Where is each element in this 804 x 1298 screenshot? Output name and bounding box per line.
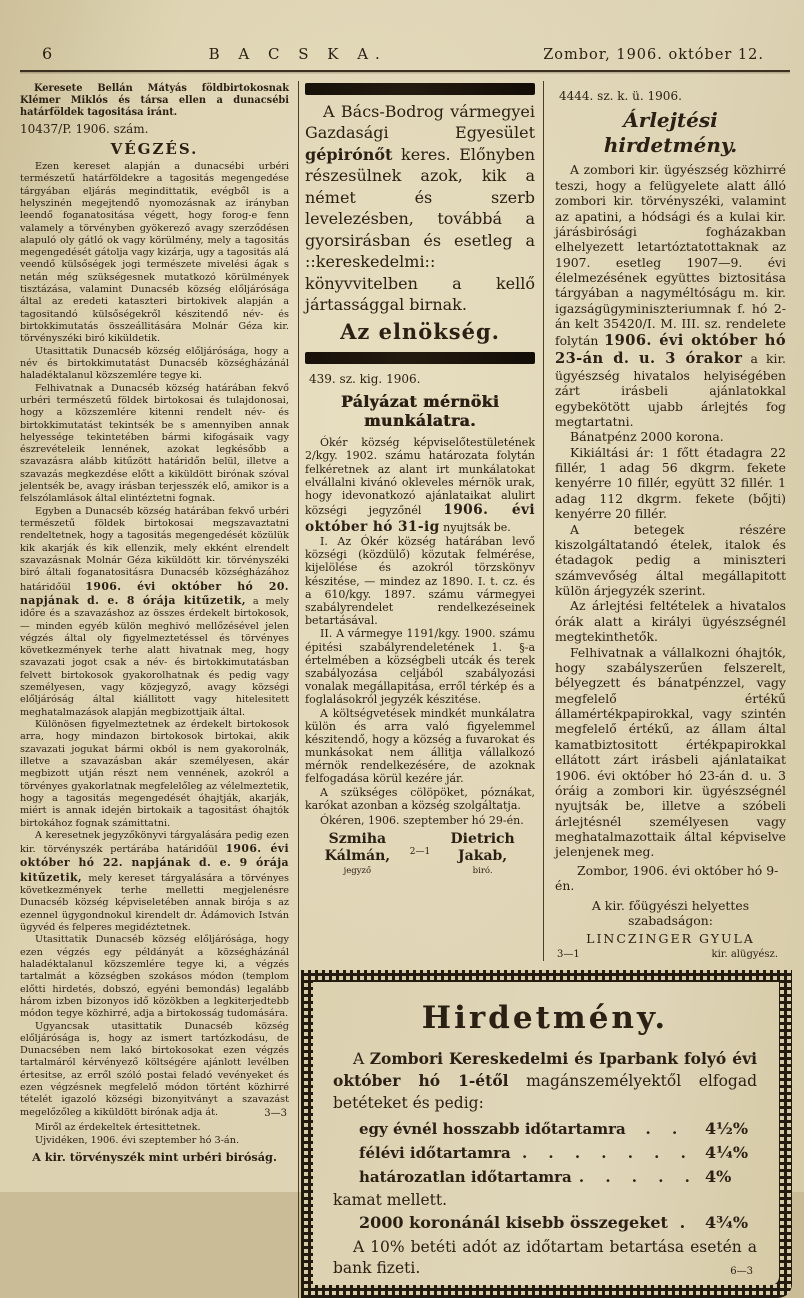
paragraph <box>20 1021 289 1120</box>
text-run: Felhivatnak a vállalkozni óhajtók, hogy szabályszerűen felszerelt, bélyegzett és bánatpénzzel, vagy megfelelő értékű államértékpapirokkal, vagy szintén megfelelő értékű, az állam által kamatbiztositott értékpapirokkal ellátott zárt irásbeli ajánlataikat 1906. évi október hó 23-án d. u. 3 óráig a zombori kir. ügyészségnél nyujtsák be, illetve a szóbeli árlejtésnél személyesen vagy meghatalmazottaik által képviselve jelenjenek meg. <box>555 644 786 860</box>
auction-signature-row <box>555 947 786 961</box>
emphasized-text: 1906. évi október hó 31-ig <box>305 502 536 535</box>
text-run: Kikiáltási ár: 1 főtt étadagra 22 fillér, 1 adag 56 dkgrm. fekete kenyérre 10 fillér, együtt 32 fillér. 1 adag 112 dkgrm. fekete (bőjti) kenyérre 20 fillér. <box>555 444 786 522</box>
tender-signatures <box>305 831 535 876</box>
page-number: 6 <box>42 44 53 63</box>
auction-body <box>555 162 786 859</box>
paragraph <box>20 934 289 1020</box>
paragraph <box>20 506 289 719</box>
paragraph <box>305 786 535 812</box>
upper-columns <box>299 81 792 961</box>
closing-line: Miről az érdekeltek értesittetnek. <box>35 1121 201 1133</box>
paragraph <box>555 445 786 522</box>
auction-title: Árlejtési hirdetmény. <box>603 107 738 157</box>
right-area <box>299 81 792 1298</box>
rate-dots: . <box>679 1213 694 1233</box>
emphasized-text: 1906. évi október hó 23-án d. u. 3 órakor <box>555 331 786 367</box>
text-run: A zombori kir. ügyészség közhirré teszi, hogy a felügyelete alatt álló zombori kir. törvényszéki, valamint az apatini, a hódsági és a kulai kir. járásbirósági fogházakban elhelyezett letartóztatottaknak az 1907. esetleg 1907—9. évi élelmezésének együttes biztositása tárgyában a nagyméltóságu m. kir. igazságügyminiszteriumnak f. hó 2-án kelt 35420/I. M. III. sz. rendelete folytán <box>555 162 786 348</box>
text-run: A Bács-Bodrog vármegyei Gazdasági Egyesület <box>305 102 535 143</box>
case-number: 10437/P. 1906. szám. <box>20 121 149 136</box>
paragraph <box>20 830 289 935</box>
text-run: Bánatpénz 2000 korona. <box>570 429 724 445</box>
tax-note: A 10% betéti adót az időtartam betartása esetén a bank fizeti. <box>333 1238 757 1278</box>
ink-bar-top <box>305 83 535 95</box>
issue-dateline: Zombor, 1906. október 12. <box>543 47 764 63</box>
middle-column <box>299 81 544 961</box>
paragraph <box>20 161 289 346</box>
paragraph <box>20 719 289 830</box>
prosecutor-role: kir. alügyész. <box>711 948 778 960</box>
signature-name: Szmiha Kálmán, <box>324 831 391 864</box>
paragraph <box>20 383 289 506</box>
paragraph <box>305 627 535 706</box>
rate-row <box>333 1213 757 1232</box>
text-run: Ezen kereset alapján a dunacsébi urbéri természetű határföldekre a tagositás megengedése tárgyában eljárás megindittatik, evégből is a helyszinén megejtendő nyomozásnak az irányban leendő foganatositása végett, hogy forog-e fenn valamely a törvényben gyökerező avagy szerződésen alapuló oly gátló ok vagy körülmény, mely a tagositás megengedését gátolja vagy kizárja, ugy a tagositás alá veendő külsőségek jogi természete mivelési ágak s netán még szükségesnek mutatkozó körülmények tisztázása, valamint Dunacséb község előljárósága által az eredeti kataszteri birtokivek alapján a tagositandó külsőségekről készitendő név- és birtokkimutatás összeállitására Molnár Géza kir. törvényszéki biró kiküldetik. <box>20 160 289 345</box>
page-content <box>16 72 792 1298</box>
right-column <box>544 81 792 961</box>
bank-ad-inner <box>313 982 779 1285</box>
text-run: Különösen figyelmeztetnek az érdekelt birtokosok arra, hogy mindazon birtokosok birtokai, akik szavazati jogukat bármi okból is nem gyakorolnák, illetve a szavazásban akár személyesen, akár megbizott utján részt nem vennének, azokról a törvényes gyakorlatnak megfelelőleg az vélelmeztetik, hogy a tagositás megengedését óhajtják, akarják, miért is annak idején birtokaik a tagositást óhajtók birtokához fognak számittatni. <box>20 719 289 829</box>
signature-notary <box>305 831 410 876</box>
rate-label: határozatlan időtartamra <box>359 1168 572 1187</box>
interest-note: kamat mellett. <box>333 1191 448 1210</box>
text-run: nyujtsák be. <box>439 520 511 534</box>
text-run: Utasittatik Dunacséb község előljárósága, hogy ezen végzés egy példányát a községházánál haladéktalanul közszemlére tegye ki, a végzés tartalmát a községben szokásos módon (templom előtti hirdetés, dobszó, egyéni bemondás) legalább három izben bizonyos idő közökben a legkiterjedtebb módon tegye közhirré, adja a birtokosság tudomására. <box>20 934 289 1020</box>
text-run: A költségvetések mindkét munkálatra külön és arra való figyelemmel készitendő, hogy a község a fuvarokat és munkásokat nem állitja vállalkozó mérnök rendelkezésére, de azoknak felfogadása körül kezére jár. <box>305 706 535 786</box>
text-run: II. A vármegye 1191/kgy. 1900. számu épitési szabályrendeletének 1. §-a értelmében a községbeli utcák és terek szabályozása celjából szabályozási vonalak megállapitása, erről térkép és a foglalásokról jegyzék készitése. <box>305 627 535 707</box>
rate-value: 4% <box>705 1167 732 1187</box>
bank-advertisement <box>301 970 792 1298</box>
rate-value: 4¾% <box>705 1213 749 1233</box>
masthead-title: B A C S K A. <box>208 45 387 63</box>
text-run: A <box>353 1050 370 1069</box>
small-deposit-rate <box>333 1213 757 1232</box>
text-run: magánszemélyektől elfogad betéteket és pedig: <box>333 1072 757 1113</box>
rate-row <box>333 1119 757 1138</box>
text-run: a mely időre és a szavazáshoz az összes érdekelt birtokosok, — minden egyéb külön meghivó mellőzésével jelen végzés által oly figyelmeztetéssel és törvényes következmények terhe alatt hivatnak meg, hogy szavazati jogot csak a név- és birtokkimutatásban felvett birtokosok gyakorolhatnak és pedig vagy személyesen, vagy közjegyző, avagy községi előljáróság által kiállitott vagy hitelesitett meghatalmazások alapján megbizottjaik által. <box>20 595 290 718</box>
paragraph <box>20 346 289 383</box>
text-run: A betegek részére kiszolgáltatandó ételek, italok és étadagok pedig a miniszteri számvevőség által megállapitott külön árjegyzék szerint. <box>555 521 786 599</box>
paragraph <box>305 436 535 535</box>
text-run: a kir. ügyészség hivatalos helyiségében zárt irásbeli ajánlatokkal egybekötött ujabb árlejtés fog megtartatni. <box>555 350 786 429</box>
legal-notice-column <box>16 81 299 1298</box>
text-run: I. Az Ókér község határában levő községi (közdülő) közutak felmérése, kijelölése és azokról törzskönyv készitése, — mindez az 1890. I. t. cz. és a 610/kgy. 1897. számu vármegyei szabályrendelet rendelkezéseinek betartásával. <box>305 535 535 628</box>
signature-judge <box>430 831 535 876</box>
ink-bar-bottom <box>305 352 535 364</box>
rate-value: 4½% <box>705 1119 749 1139</box>
paragraph <box>555 522 786 599</box>
paragraph <box>555 429 786 444</box>
rate-row <box>333 1143 757 1162</box>
text-run: Ókér község képviselőtestületének 2/kgy. 1902. számu határozata folytán felkéretnek az alant irt munkálatokat elvállalni kivánó okleveles mérnök urak, hogy idevonatkozó ajánlataikat alulirt községi jegyzőnél <box>305 436 535 518</box>
paragraph <box>305 535 535 627</box>
rate-dots: . . . . . . . <box>521 1144 694 1163</box>
paragraph <box>555 598 786 644</box>
prosecutor-name: LINCZINGER GYULA <box>586 931 755 947</box>
decree-title: VÉGZÉS. <box>110 139 199 158</box>
decree-body <box>20 161 289 1119</box>
text-run: Utasittatik Dunacséb község előljárósága, hogy a név és birtokkimutatást Dunacséb községházánál haladéktalanul közszemlére tegye ki. <box>20 345 289 382</box>
paragraph <box>305 707 535 786</box>
paragraph <box>555 645 786 860</box>
text-run: mely kereset tárgyalására a törvényes következmények terhe melletti megjelenésre Dunacséb község képviseletében annak birója s az ezennel ügygondnokul kirendelt dr. Ádámovich István ügyvéd és felperes megidéztetnek. <box>20 872 289 934</box>
page-header <box>16 44 792 63</box>
tender-case-number: 439. sz. kig. 1906. <box>309 371 421 386</box>
bank-ad-intro <box>333 1048 757 1114</box>
rate-dots: . . . . . <box>578 1168 698 1187</box>
tender-body <box>305 436 535 812</box>
rate-row <box>333 1167 757 1186</box>
text-run: A szükséges cölöpöket, póznákat, karókat azonban a község szolgáltatja. <box>305 785 535 812</box>
paragraph <box>555 162 786 429</box>
emphasized-text: 1906. évi október hó 20. napjának d. e. 8 órája kitűzetik, <box>20 579 289 607</box>
auction-case-number: 4444. sz. k. ü. 1906. <box>559 89 682 103</box>
bank-ad-title: Hirdetmény. <box>421 1000 669 1037</box>
text-run: Ugyancsak utasittatik Dunacséb község előljárósága is, hogy az ismert tartózkodásu, de Dunacsében nem lakó birtokosokat ezen végzés tartalmáról kérvényező költségére ajánlott levélben értesitse, az erről szóló postai feladó vevényeket és ezen végzésnek megfelelő módon történt közhirré tételét igazoló községi bizonyitványt a szavazást megelőzőleg a kiküldött birónak adja át. <box>20 1020 289 1118</box>
insertion-mark: 3—1 <box>557 948 580 960</box>
signature-role: jegyző <box>343 865 372 876</box>
insertion-mark: 3—3 <box>264 1108 287 1120</box>
rate-value: 4¼% <box>705 1143 749 1163</box>
text-run: Egyben a Dunacséb község határában fekvő urbéri természetű földek birtokosai megszavaztatni rendeltetnek, hogy a tagositás megengedését közülük kik akarják és kik ellenzik, mely ekként elrendelt szavazásnak Molnár Géza kiküldött kir. törvényszéki biró általi foganatositásra Dunacséb községházához határidőül <box>20 505 289 593</box>
deputy-note: A kir. főügyészi helyettes szabadságon: <box>591 897 750 928</box>
emphasized-text: 1906. évi október hó 22. napjának d. e. 9 órája kitűzetik, <box>20 842 289 884</box>
signature-name: Dietrich Jakab, <box>450 831 515 864</box>
deposit-rates <box>333 1119 757 1186</box>
tender-title: Pályázat mérnöki munkálatra. <box>340 391 500 430</box>
auction-dateline: Zombor, 1906. évi október hó 9-én. <box>555 862 779 894</box>
court-signature: A kir. törvényszék mint urbéri biróság. <box>32 1150 277 1165</box>
text-run: Felhivatnak a Dunacséb község határában fekvő urbéri természetű földek birtokosai és tulajdonosai, hogy a közszemlére kitenni rendelt név- és birtokkimutatást tekintsék be s amennyiben annak helyessége tekintetében bármi kifogásaik vagy észrevételeik lennének, azokat legkésőbb a szavazásra alább kitűzött határidőn belül, illetve a szavazás megkezdése előtt a kiküldött birónak szóval jelentsék be, avagy irásban terjesszék elő, amikor is a felszólamlások által elintéztetni fognak. <box>20 382 289 505</box>
insertion-mark: 2—1 <box>409 847 431 858</box>
tender-dateline: Ókéren, 1906. szeptember hó 29-én. <box>320 814 524 828</box>
notice-lead: Keresete Bellán Mátyás földbirtokosnak Klémer Miklós és társa ellen a dunacsébi határföldek tagositása iránt. <box>20 83 289 119</box>
typist-ad-signature: Az elnökség. <box>340 319 500 345</box>
text-run: Az árlejtési feltételek a hivatalos órák alatt a királyi ügyészségnél megtekinthetők. <box>555 598 786 645</box>
closing-dateline: Ujvidéken, 1906. évi szeptember hó 3-án. <box>35 1135 240 1147</box>
insertion-mark: 6—3 <box>730 1266 753 1278</box>
rate-label: egy évnél hosszabb időtartamra <box>359 1120 626 1139</box>
signature-role: biró. <box>472 865 493 876</box>
rate-dots: . . <box>645 1120 686 1139</box>
rate-label: 2000 koronánál kisebb összegeket <box>359 1213 668 1233</box>
emphasized-text: Zombori Kereskedelmi és Iparbank folyó évi október hó 1-étől <box>333 1049 758 1091</box>
emphasized-text: gépirónőt <box>305 144 393 164</box>
text-run: keres. Előnyben részesülnek azok, kik a német és szerb levelezésben, továbbá a gyorsirásban és esetleg a ::kereskedelmi:: könyvvitelben a kellő jártassággal birnak. <box>305 144 535 314</box>
typist-wanted-ad <box>305 101 535 315</box>
rate-label: félévi időtartamra <box>359 1144 511 1163</box>
text-run: A keresetnek jegyzőkönyvi tárgyalására pedig ezen kir. törvényszék pertárába határidőül <box>20 829 289 856</box>
